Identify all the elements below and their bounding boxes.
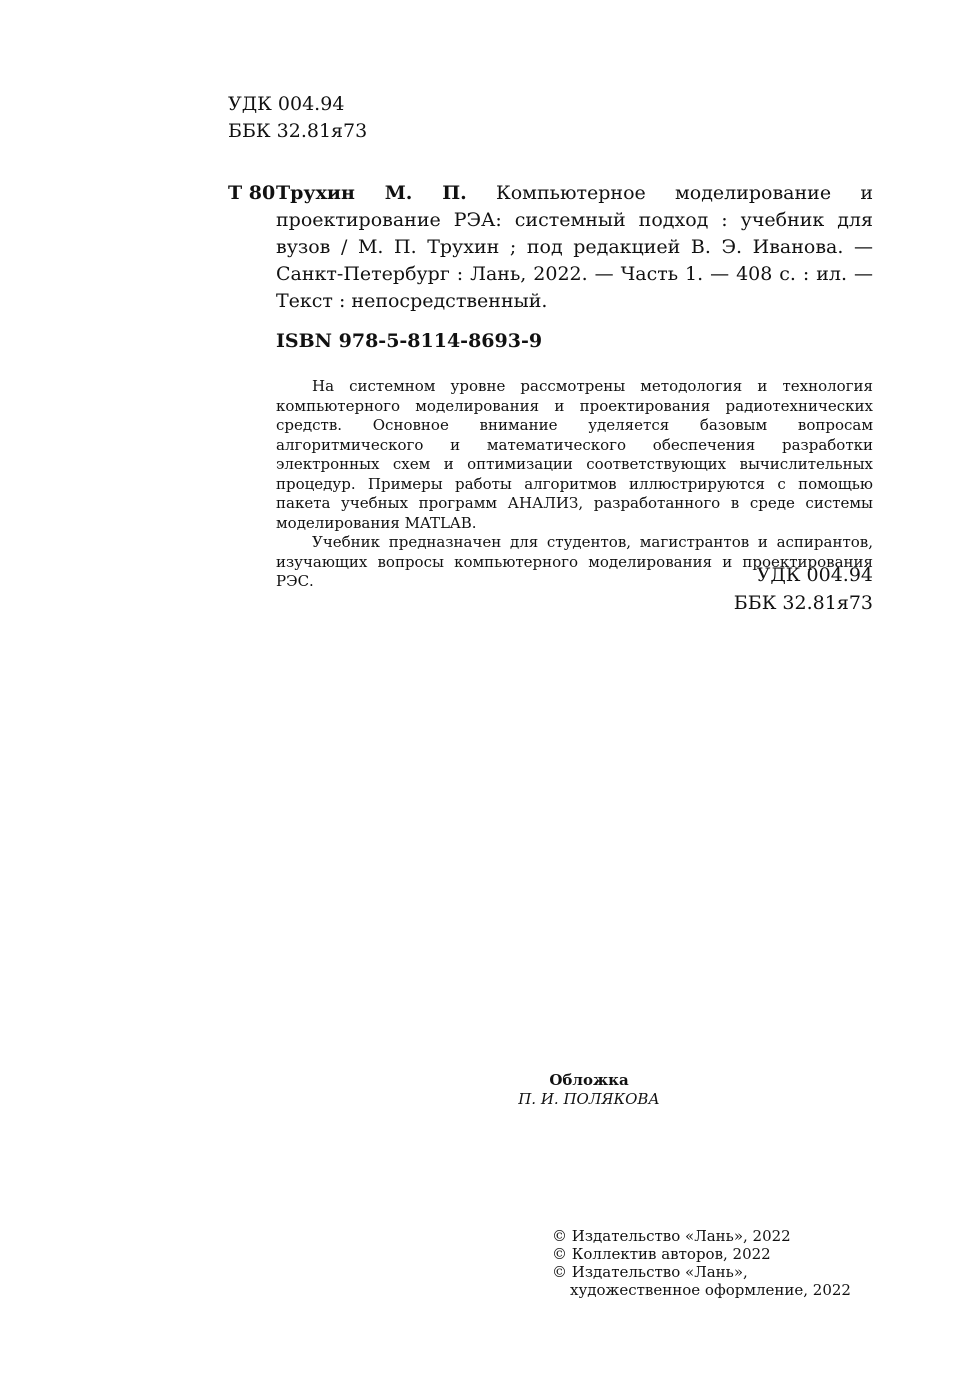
- annotation-paragraph: Учебник предназначен для студентов, магистрантов и аспирантов, изучающих вопросы компьютерного моделирования и проектирования РЭС.: [276, 533, 873, 590]
- bbk-code: ББК 32.81я73: [733, 592, 873, 614]
- annotation: [276, 377, 873, 592]
- copyright-line: © Коллектив авторов, 2022: [552, 1245, 771, 1263]
- footer-classification-codes: [600, 561, 873, 617]
- udk-code: УДК 004.94: [228, 93, 345, 115]
- copyright-line: © Издательство «Лань», 2022: [552, 1227, 791, 1245]
- copyright-block: [552, 1227, 851, 1299]
- cover-label: Обложка: [549, 1071, 629, 1089]
- isbn: ISBN 978-5-8114-8693-9: [276, 330, 543, 352]
- author-sign: Т 80: [228, 182, 276, 204]
- bbk-code: ББК 32.81я73: [228, 120, 368, 142]
- annotation-paragraph: На системном уровне рассмотрены методология и технология компьютерного моделирования и проектирования радиотехнических средств. Основное внимание уделяется базовым вопросам алгоритмического и математического обеспечения разработки электронных схем и оптимизации соответствующих вычислительных процедур. Примеры работы алгоритмов иллюстрируются с помощью пакета учебных программ АНАЛИЗ, разработанного в среде системы моделирования MATLAB.: [276, 377, 873, 532]
- cover-designer: П. И. ПОЛЯКОВА: [518, 1090, 660, 1108]
- header-classification-codes: [228, 91, 367, 145]
- copyright-line: © Издательство «Лань»,: [552, 1263, 748, 1281]
- copyright-line: художественное оформление, 2022: [570, 1281, 851, 1299]
- author-name: Трухин М. П.: [276, 182, 467, 204]
- udk-code: УДК 004.94: [756, 564, 873, 586]
- cover-credit: [474, 1071, 704, 1109]
- record-description: Компьютерное моделирование и проектирование РЭА: системный подход : учебник для вузов / М. П. Трухин ; под редакцией В. Э. Иванова. — Санкт-Петербург : Лань, 2022. — Часть 1. — 408 с. : ил. — Текст : непосредственный.: [276, 182, 873, 312]
- bibliographic-record: [276, 180, 873, 315]
